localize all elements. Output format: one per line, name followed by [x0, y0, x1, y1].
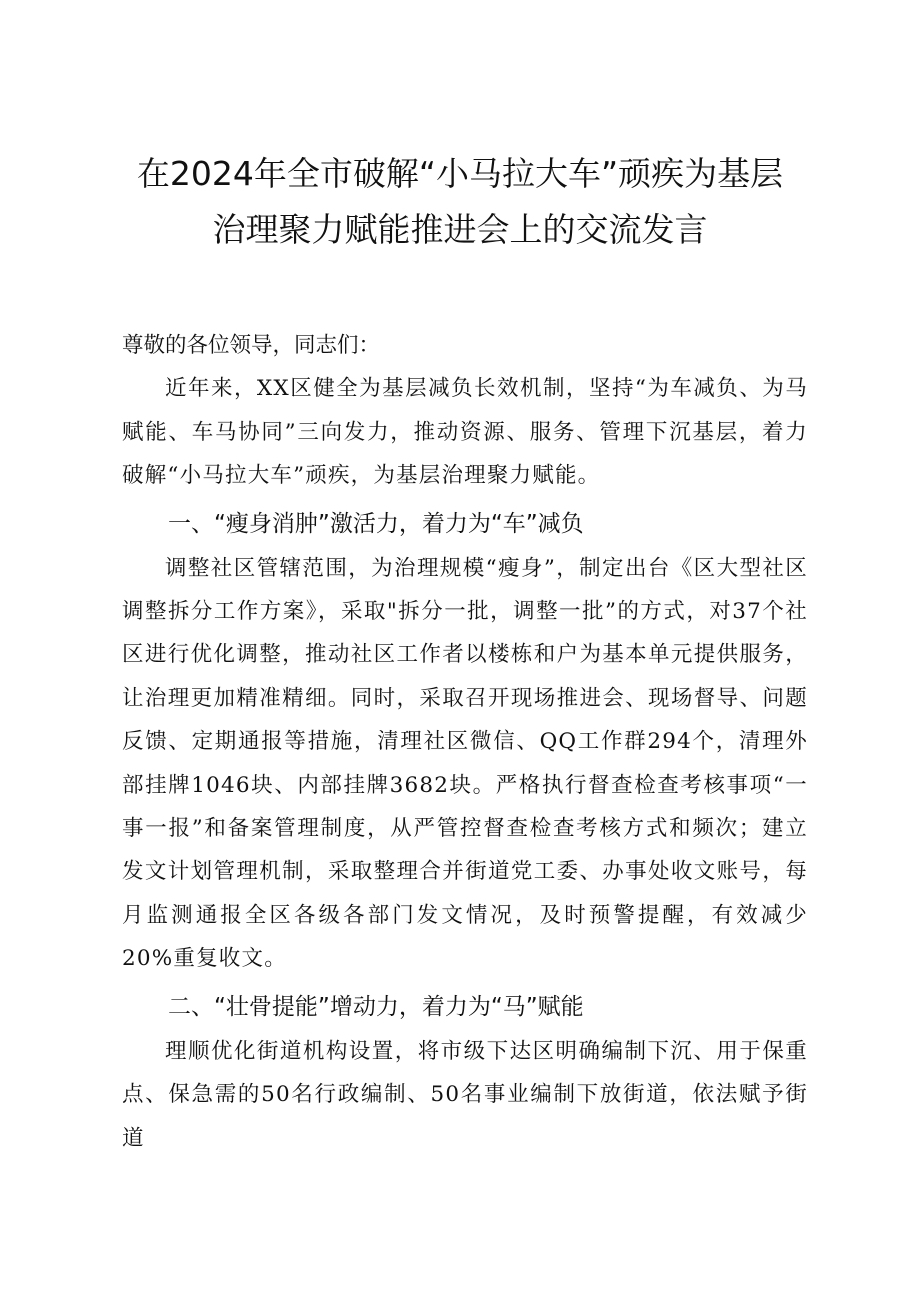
section-paragraph-2: 理顺优化街道机构设置，将市级下达区明确编制下沉、用于保重点、保急需的50名行政编制、50名事业编制下放街道，依法赋予街道 — [122, 1038, 808, 1151]
document-body — [122, 324, 808, 1160]
title-line-1: 在2024年全市破解“小马拉大车”顽疾为基层 — [136, 154, 784, 193]
intro-paragraph: 近年来，XX区健全为基层减负长效机制，坚持“为车减负、为马赋能、车马协同”三向发力，推动资源、服务、管理下沉基层，着力破解“小马拉大车”顽疾，为基层治理聚力赋能。 — [122, 376, 808, 489]
salutation: 尊敬的各位领导，同志们： — [122, 333, 381, 358]
section-heading-1: 一、“瘦身消肿”激活力，着力为“车”减负 — [168, 510, 584, 537]
section-heading-2: 二、“壮骨提能”增动力，着力为“马”赋能 — [168, 993, 584, 1020]
title-line-2: 治理聚力赋能推进会上的交流发言 — [212, 210, 708, 249]
section-paragraph-1: 调整社区管辖范围，为治理规模“瘦身”，制定出台《区大型社区调整拆分工作方案》，采取"拆分一批，调整一批”的方式，对37个社区进行优化调整，推动社区工作者以楼栋和户为基本单元提供服务，让治理更加精准精细。同时，采取召开现场推进会、现场督导、问题反馈、定期通报等措施，清理社区微信、QQ工作群294个，清理外部挂牌1046块、内部挂牌3682块。严格执行督查检查考核事项“一事一报”和备案管理制度，从严管控督查检查考核方式和频次；建立发文计划管理机制，采取整理合并街道党工委、办事处收文账号，每月监测通报全区各级各部门发文情况，及时预警提醒，有效减少20%重复收文。 — [122, 555, 808, 972]
document-title — [100, 146, 820, 258]
